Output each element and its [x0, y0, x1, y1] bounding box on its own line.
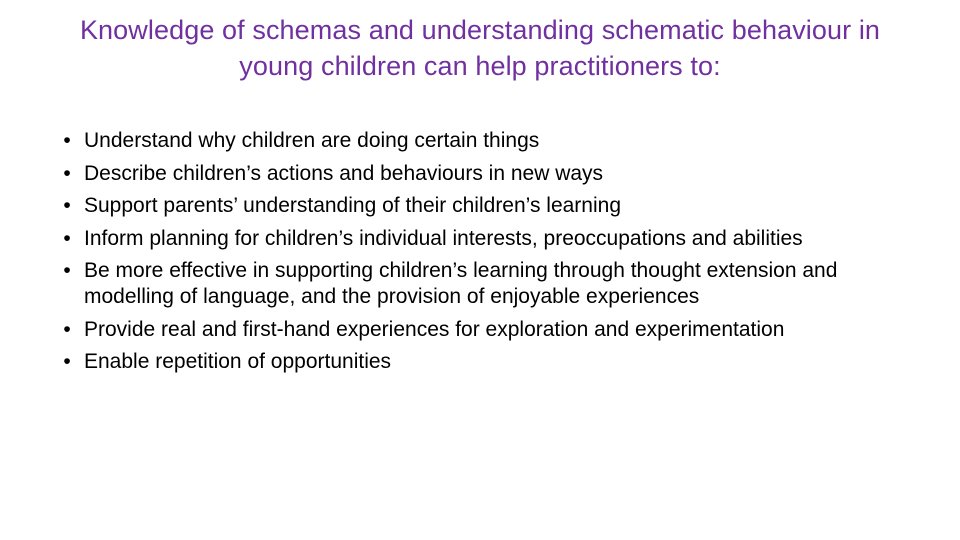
list-item [63, 258, 874, 310]
list-item-text: Understand why children are doing certain things [84, 129, 540, 152]
list-item [63, 161, 874, 187]
list-item [63, 193, 874, 219]
bullet-list [63, 128, 874, 382]
list-item-text: Inform planning for children’s individual interests, preoccupations and abilities [84, 226, 803, 250]
slide-title: Knowledge of schemas and understanding schematic behaviour in young children can help practitioners to: [79, 15, 881, 81]
list-item [63, 226, 874, 252]
list-item-text: Enable repetition of opportunities [84, 350, 392, 373]
bullet-icon: • [63, 259, 71, 282]
list-item-text: Be more effective in supporting children’s learning through thought extension and modelling of language, and the provision of enjoyable experiences [84, 259, 838, 308]
bullet-icon: • [63, 317, 71, 341]
bullet-icon: • [63, 161, 71, 185]
bullet-icon: • [63, 129, 71, 152]
list-item-text: Describe children’s actions and behaviours in new ways [84, 161, 604, 185]
bullet-icon: • [63, 350, 71, 373]
list-item [63, 128, 874, 154]
list-item [63, 349, 874, 375]
list-item-text: Provide real and first-hand experiences for exploration and experimentation [84, 317, 785, 341]
bullet-icon: • [63, 226, 71, 250]
list-item-text: Support parents’ understanding of their children’s learning [84, 194, 622, 217]
list-item [63, 317, 874, 343]
bullet-icon: • [63, 194, 71, 217]
